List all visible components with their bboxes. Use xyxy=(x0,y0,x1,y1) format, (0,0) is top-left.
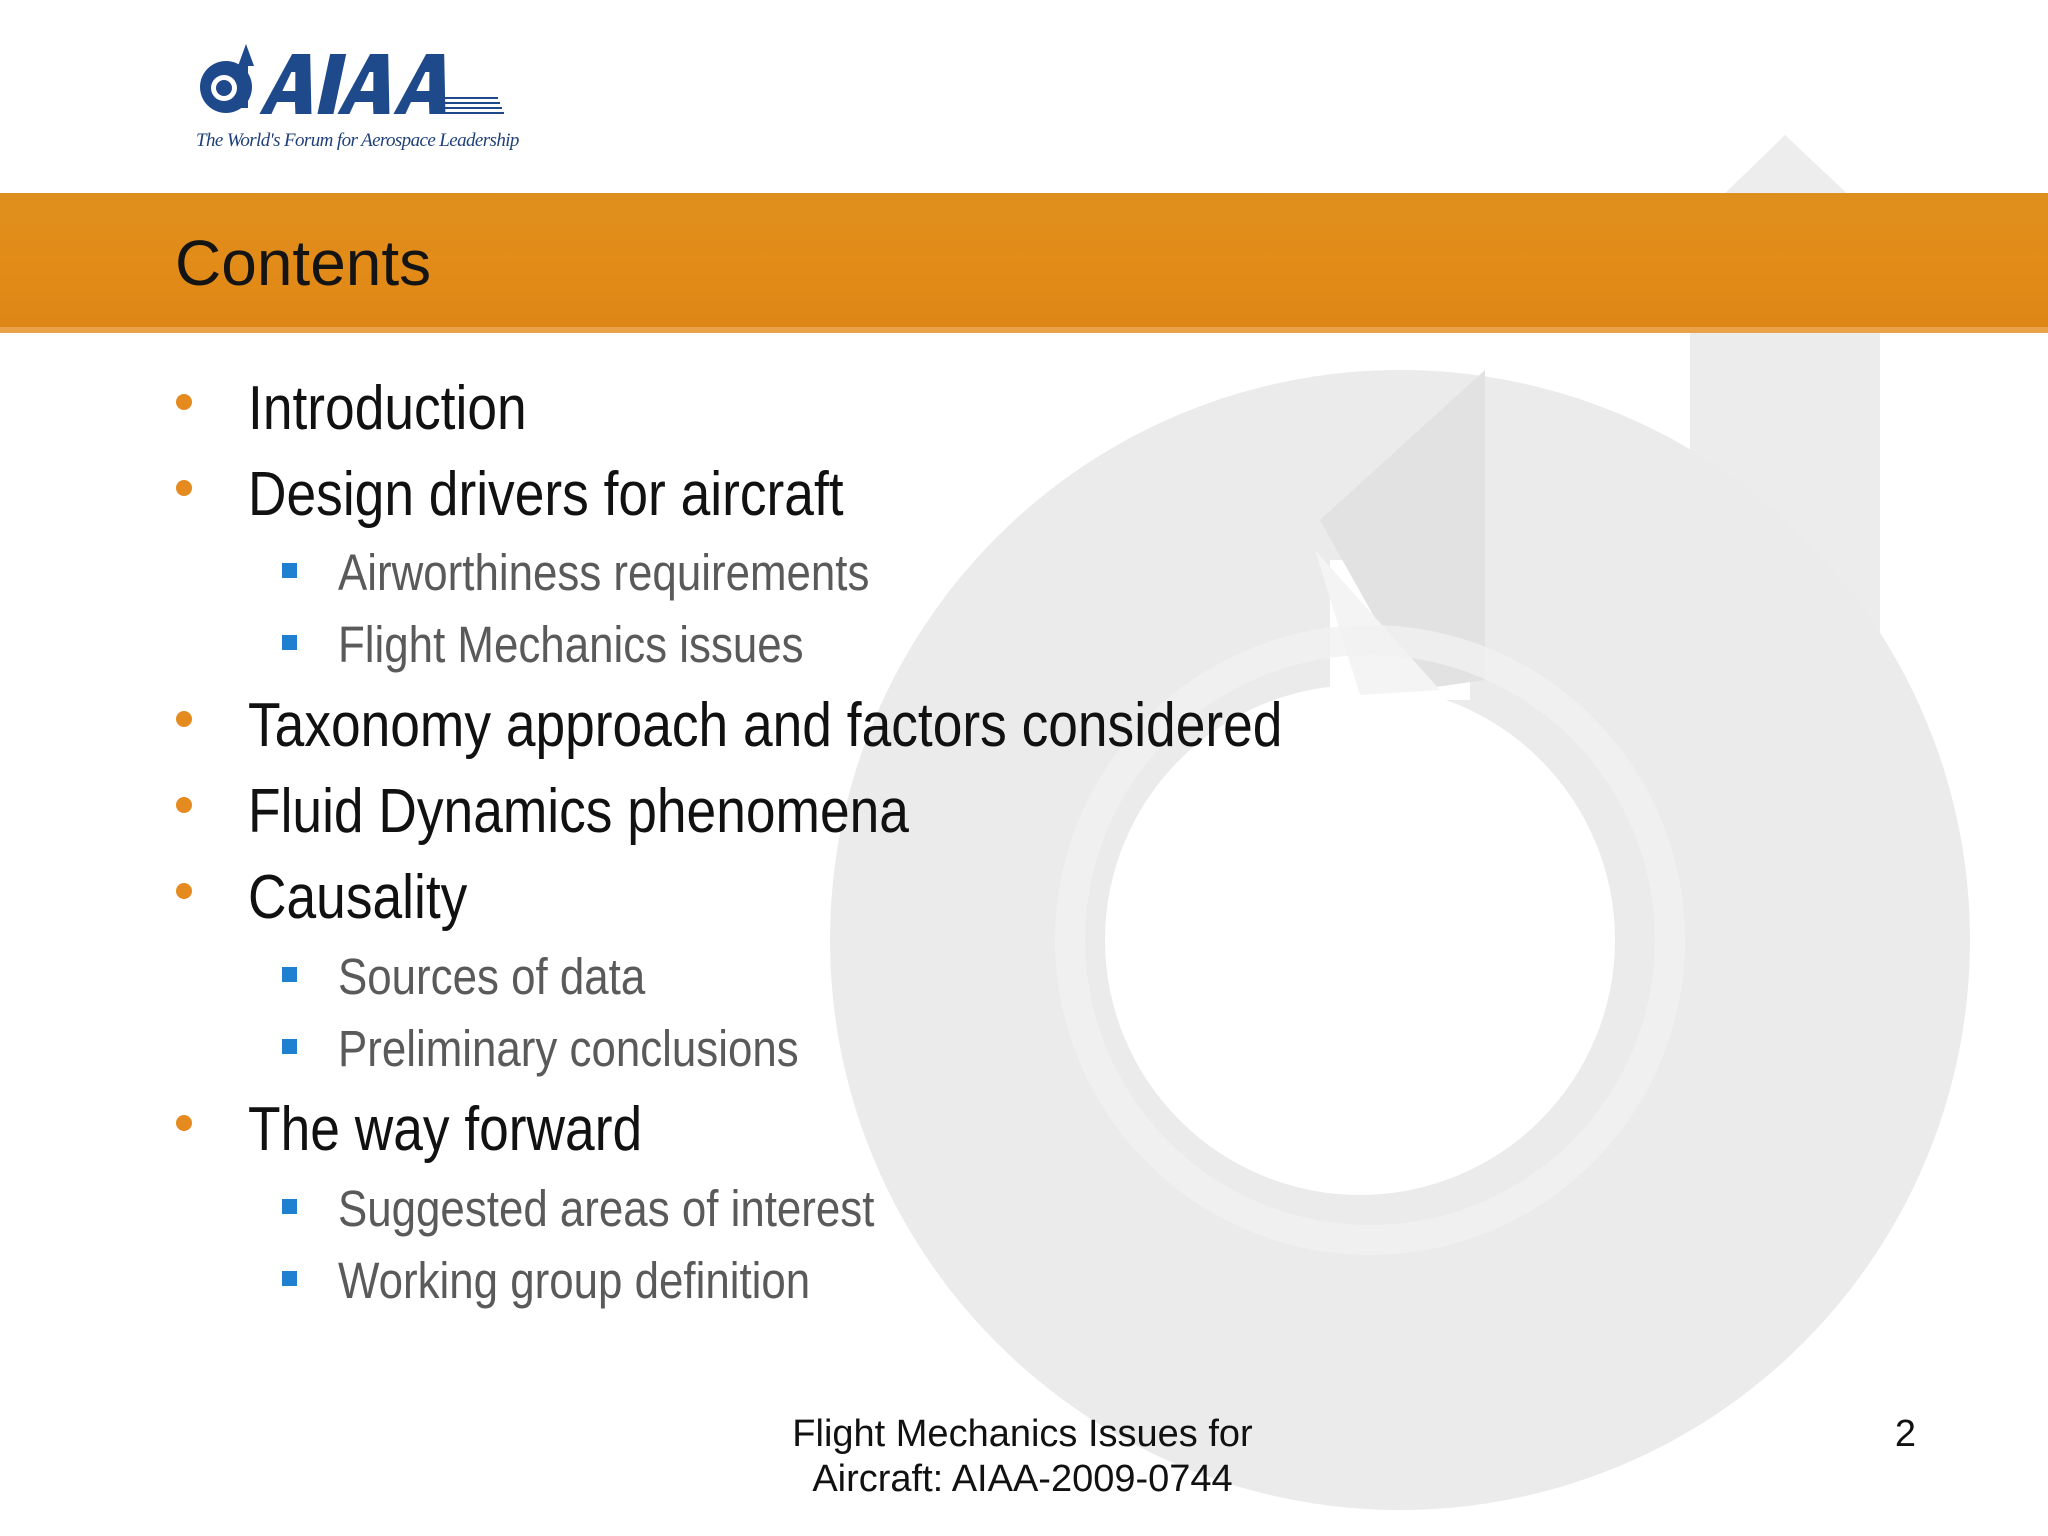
list-item-label: Design drivers for aircraft xyxy=(248,460,844,529)
slide-title: Contents xyxy=(175,227,432,299)
page-number: 2 xyxy=(1894,1413,1916,1455)
orange-bullet-icon xyxy=(176,394,192,410)
list-item-label: Causality xyxy=(248,863,468,932)
list-item-label: Fluid Dynamics phenomena xyxy=(248,777,909,846)
list-subitem-label: Preliminary conclusions xyxy=(338,1020,799,1077)
list-subitem-label: Suggested areas of interest xyxy=(338,1180,875,1237)
blue-square-bullet-icon xyxy=(282,967,297,982)
footer-line-2: Aircraft: AIAA-2009-0744 xyxy=(812,1458,1233,1500)
list-item-label: Taxonomy approach and factors considered xyxy=(248,691,1283,760)
list-subitem-label: Flight Mechanics issues xyxy=(338,616,804,673)
orange-bullet-icon xyxy=(176,883,192,899)
blue-square-bullet-icon xyxy=(282,563,297,578)
list-subitem-label: Sources of data xyxy=(338,948,646,1005)
blue-square-bullet-icon xyxy=(282,1199,297,1214)
list-subitem-label: Working group definition xyxy=(338,1252,811,1309)
orange-bullet-icon xyxy=(176,1115,192,1131)
blue-square-bullet-icon xyxy=(282,1271,297,1286)
list-item-label: Introduction xyxy=(248,374,527,443)
blue-square-bullet-icon xyxy=(282,635,297,650)
list-subitem-label: Airworthiness requirements xyxy=(338,544,870,601)
logo-tagline: The World's Forum for Aerospace Leadership xyxy=(196,130,519,151)
footer-line-1: Flight Mechanics Issues for xyxy=(792,1413,1253,1455)
orange-bullet-icon xyxy=(176,797,192,813)
orange-bullet-icon xyxy=(176,480,192,496)
orange-bullet-icon xyxy=(176,711,192,727)
list-item-label: The way forward xyxy=(248,1095,643,1164)
blue-square-bullet-icon xyxy=(282,1039,297,1054)
slide-footer xyxy=(700,1412,1345,1502)
